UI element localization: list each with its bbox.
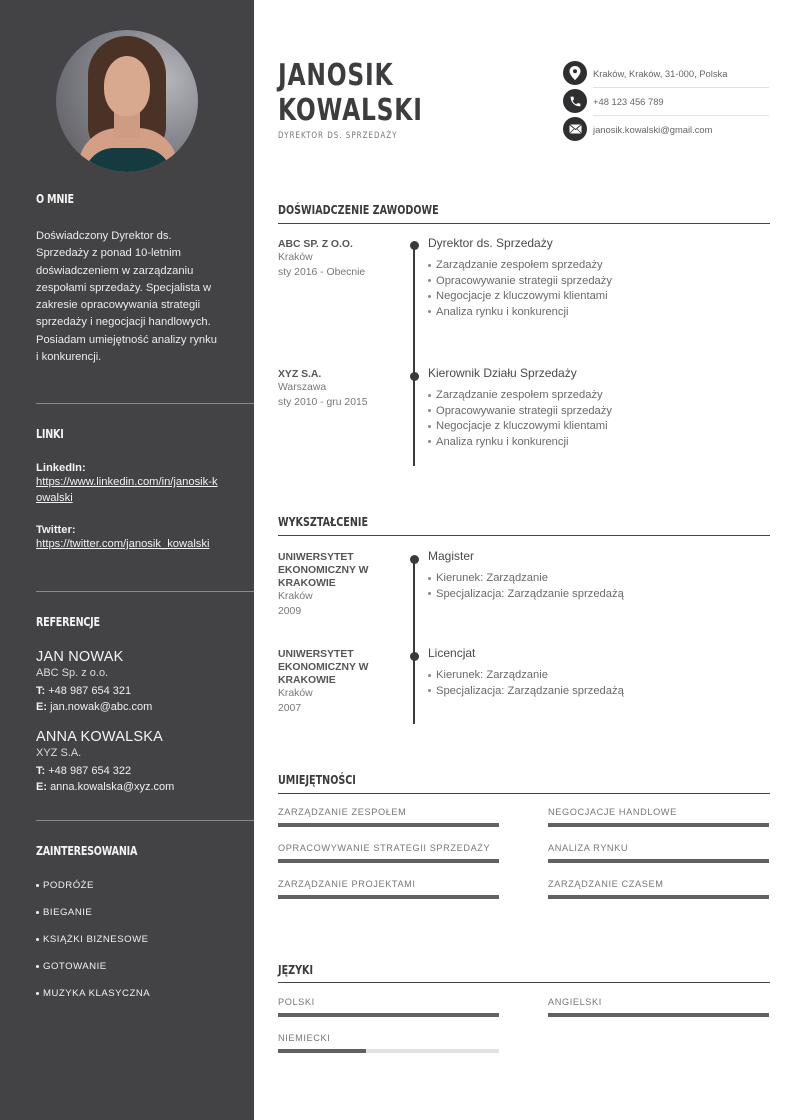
bullet-icon — [428, 440, 431, 443]
skill-bar-fill — [278, 895, 499, 899]
references-section — [36, 615, 218, 629]
duty-item — [428, 388, 768, 404]
duty-text: Zarządzanie zespołem sprzedaży — [436, 259, 603, 271]
reference-name: JAN NOWAK — [36, 649, 124, 665]
job-role: Dyrektor ds. Sprzedaży — [428, 236, 553, 250]
company-city: Kraków — [278, 252, 313, 263]
language-item — [548, 997, 769, 1017]
duty-text: Opracowywanie strategii sprzedaży — [436, 404, 612, 417]
duty-text: Negocjacje z kluczowymi klientami — [436, 420, 608, 432]
contact-email — [563, 117, 769, 141]
timeline-dot — [410, 372, 419, 381]
interest-item — [36, 932, 218, 959]
skill-label: NEGOCJACJE HANDLOWE — [548, 807, 677, 817]
interest-label: MUZYKA KLASYCZNA — [43, 988, 151, 999]
email-value: jan.nowak@abc.com — [50, 701, 153, 713]
location-pin-icon — [563, 61, 587, 85]
contact-divider — [593, 87, 769, 88]
interest-label: GOTOWANIE — [43, 961, 107, 972]
detail-item — [428, 587, 768, 603]
education-details — [428, 549, 768, 602]
twitter-label: Twitter: — [36, 524, 76, 536]
skill-bar — [548, 859, 769, 863]
about-section — [36, 192, 218, 206]
interest-label: BIEGANIE — [43, 907, 93, 918]
school-line: UNIWERSYTET — [278, 552, 354, 563]
degree-details — [428, 668, 768, 699]
skill-bar-fill — [548, 823, 769, 827]
language-label: NIEMIECKI — [278, 1033, 331, 1043]
language-label: POLSKI — [278, 997, 315, 1007]
interest-item — [36, 878, 218, 905]
skill-item — [278, 807, 499, 827]
skill-item — [548, 879, 769, 899]
job-role: Kierownik Działu Sprzedaży — [428, 366, 577, 380]
first-name: JANOSIK — [278, 58, 394, 93]
reference-phone — [36, 683, 218, 699]
duty-text: Analiza rynku i konkurencji — [436, 305, 569, 318]
school-name — [278, 648, 398, 687]
bullet-icon — [36, 992, 39, 995]
detail-text: Specjalizacja: Zarządzanie sprzedażą — [436, 684, 624, 697]
section-divider — [278, 982, 770, 983]
timeline-dot — [410, 652, 419, 661]
job-dates: sty 2016 - Obecnie — [278, 266, 366, 278]
interest-item — [36, 905, 218, 932]
twitter-link[interactable]: https://twitter.com/janosik_kowalski — [36, 538, 210, 550]
envelope-icon — [563, 117, 587, 141]
language-label: ANGIELSKI — [548, 997, 602, 1007]
sidebar — [0, 0, 254, 1120]
skill-bar-fill — [278, 823, 499, 827]
email-label: E: — [36, 701, 47, 713]
timeline-line — [413, 243, 415, 466]
skill-bar-fill — [548, 859, 769, 863]
degree-details — [428, 571, 768, 602]
education-meta — [278, 648, 398, 716]
duty-item — [428, 435, 768, 451]
duty-item — [428, 305, 768, 321]
skill-item — [548, 843, 769, 863]
phone-label: T: — [36, 685, 46, 697]
bullet-icon — [428, 409, 431, 412]
degree: Magister — [428, 549, 475, 563]
skills-title: UMIEJĘTNOŚCI — [278, 773, 356, 787]
school-city: Kraków — [278, 688, 313, 699]
contact-address — [563, 61, 769, 85]
contact-phone — [563, 89, 769, 113]
education-meta — [278, 551, 398, 619]
address-text: Kraków, Kraków, 31-000, Polska — [593, 67, 728, 79]
interests-section — [36, 844, 218, 858]
language-item — [278, 1033, 499, 1053]
company-city: Warszawa — [278, 382, 327, 393]
skill-bar — [278, 895, 499, 899]
interest-item — [36, 959, 218, 986]
timeline-dot — [410, 555, 419, 564]
duty-item — [428, 258, 768, 274]
contact-divider — [593, 115, 769, 116]
duty-item — [428, 289, 768, 305]
interest-item — [36, 986, 218, 1013]
interests-list — [36, 878, 218, 1013]
references-title: REFERENCJE — [36, 615, 100, 629]
phone-icon — [563, 89, 587, 113]
language-bar — [548, 1013, 769, 1017]
detail-item — [428, 684, 768, 700]
language-bar-fill — [278, 1049, 366, 1053]
about-title: O MNIE — [36, 192, 74, 206]
skill-label: ZARZĄDZANIE CZASEM — [548, 879, 664, 889]
detail-item — [428, 571, 768, 587]
skill-label: ZARZĄDZANIE ZESPOŁEM — [278, 807, 407, 817]
reference-email — [36, 699, 218, 715]
duty-text: Negocjacje z kluczowymi klientami — [436, 290, 608, 302]
school-line: UNIWERSYTET — [278, 649, 354, 660]
duty-item — [428, 404, 768, 420]
linkedin-label: LinkedIn: — [36, 462, 86, 474]
detail-text: Specjalizacja: Zarządzanie sprzedażą — [436, 587, 624, 600]
phone-value: +48 987 654 321 — [48, 685, 132, 697]
school-line: KRAKOWIE — [278, 578, 336, 589]
bullet-icon — [428, 295, 431, 298]
links-section — [36, 427, 218, 441]
bullet-icon — [36, 911, 39, 914]
duty-item — [428, 274, 768, 290]
bullet-icon — [428, 425, 431, 428]
reference-company: ABC Sp. z o.o. — [36, 667, 109, 679]
school-line: EKONOMICZNY W — [278, 565, 369, 576]
skill-item — [278, 879, 499, 899]
email-label: E: — [36, 781, 47, 793]
job-duties — [428, 388, 768, 450]
duty-text: Zarządzanie zespołem sprzedaży — [436, 389, 603, 401]
school-city: Kraków — [278, 591, 313, 602]
job-title: DYREKTOR DS. SPRZEDAŻY — [278, 131, 398, 141]
school-name — [278, 551, 398, 590]
bullet-icon — [36, 965, 39, 968]
interest-label: KSIĄŻKI BIZNESOWE — [43, 934, 149, 945]
reference-company: XYZ S.A. — [36, 747, 82, 759]
link-twitter — [36, 524, 218, 552]
graduation-year: 2007 — [278, 702, 302, 714]
graduation-year: 2009 — [278, 605, 302, 617]
phone-value: +48 987 654 322 — [48, 765, 132, 777]
linkedin-link[interactable]: https://www.linkedin.com/in/janosik-kowalski — [36, 476, 218, 504]
language-item — [278, 997, 499, 1017]
skill-bar — [548, 895, 769, 899]
skill-item — [278, 843, 499, 863]
languages-title: JĘZYKI — [278, 963, 314, 977]
skill-bar-fill — [548, 895, 769, 899]
skill-bar-fill — [278, 859, 499, 863]
skill-label: ZARZĄDZANIE PROJEKTAMI — [278, 879, 416, 889]
skill-bar — [278, 859, 499, 863]
bullet-icon — [428, 592, 431, 595]
profile-photo — [56, 30, 198, 172]
bullet-icon — [428, 674, 431, 677]
experience-details — [428, 366, 768, 450]
full-name — [278, 58, 423, 128]
about-body — [36, 228, 218, 366]
skill-label: OPRACOWYWANIE STRATEGII SPRZEDAŻY — [278, 843, 491, 853]
sidebar-divider — [36, 820, 254, 821]
language-bar — [278, 1013, 499, 1017]
company-name: XYZ S.A. — [278, 369, 322, 380]
sidebar-divider — [36, 403, 254, 404]
language-bar-fill — [548, 1013, 769, 1017]
experience-title: DOŚWIADCZENIE ZAWODOWE — [278, 203, 439, 217]
language-bar-fill — [278, 1013, 499, 1017]
phone-label: T: — [36, 765, 46, 777]
reference-phone — [36, 763, 218, 779]
email-text: janosik.kowalski@gmail.com — [593, 123, 713, 135]
section-divider — [278, 535, 770, 536]
interests-title: ZAINTERESOWANIA — [36, 844, 138, 858]
photo-face — [104, 56, 150, 116]
about-text: Doświadczony Dyrektor ds. Sprzedaży z ponad 10-letnim doświadczeniem w zarządzaniu zespołami sprzedaży. Specjalista w zakresie opracowywania strategii sprzedaży i negocjacji handlowych. Posiadam umiejętność analizy rynku i konkurencji. — [36, 230, 217, 364]
reference-email — [36, 779, 218, 795]
timeline-dot — [410, 241, 419, 250]
bullet-icon — [428, 279, 431, 282]
duty-text: Analiza rynku i konkurencji — [436, 435, 569, 448]
job-dates: sty 2010 - gru 2015 — [278, 396, 368, 408]
sidebar-divider — [36, 591, 254, 592]
section-divider — [278, 793, 770, 794]
bullet-icon — [428, 689, 431, 692]
bullet-icon — [36, 938, 39, 941]
detail-item — [428, 668, 768, 684]
duty-text: Opracowywanie strategii sprzedaży — [436, 274, 612, 287]
email-value: anna.kowalska@xyz.com — [50, 781, 175, 793]
skill-bar — [548, 823, 769, 827]
degree: Licencjat — [428, 646, 476, 660]
reference-item — [36, 649, 218, 715]
bullet-icon — [428, 394, 431, 397]
bullet-icon — [36, 884, 39, 887]
skill-item — [548, 807, 769, 827]
job-duties — [428, 258, 768, 320]
bullet-icon — [428, 264, 431, 267]
link-linkedin — [36, 462, 218, 506]
links-title: LINKI — [36, 427, 64, 441]
phone-text: +48 123 456 789 — [593, 95, 664, 107]
language-bar — [278, 1049, 499, 1053]
experience-details — [428, 236, 768, 320]
timeline-line — [413, 556, 415, 724]
duty-item — [428, 419, 768, 435]
detail-text: Kierunek: Zarządzanie — [436, 669, 548, 681]
detail-text: Kierunek: Zarządzanie — [436, 572, 548, 584]
skill-bar — [278, 823, 499, 827]
reference-name: ANNA KOWALSKA — [36, 729, 163, 745]
school-line: EKONOMICZNY W — [278, 662, 369, 673]
reference-item — [36, 729, 218, 795]
skill-label: ANALIZA RYNKU — [548, 843, 629, 853]
interest-label: PODRÓŻE — [43, 880, 94, 891]
section-divider — [278, 223, 770, 224]
last-name: KOWALSKI — [278, 93, 423, 128]
education-details — [428, 646, 768, 699]
company-name: ABC SP. Z O.O. — [278, 239, 353, 250]
education-title: WYKSZTAŁCENIE — [278, 515, 369, 529]
experience-meta — [278, 368, 398, 410]
school-line: KRAKOWIE — [278, 675, 336, 686]
bullet-icon — [428, 310, 431, 313]
bullet-icon — [428, 577, 431, 580]
experience-meta — [278, 238, 398, 280]
